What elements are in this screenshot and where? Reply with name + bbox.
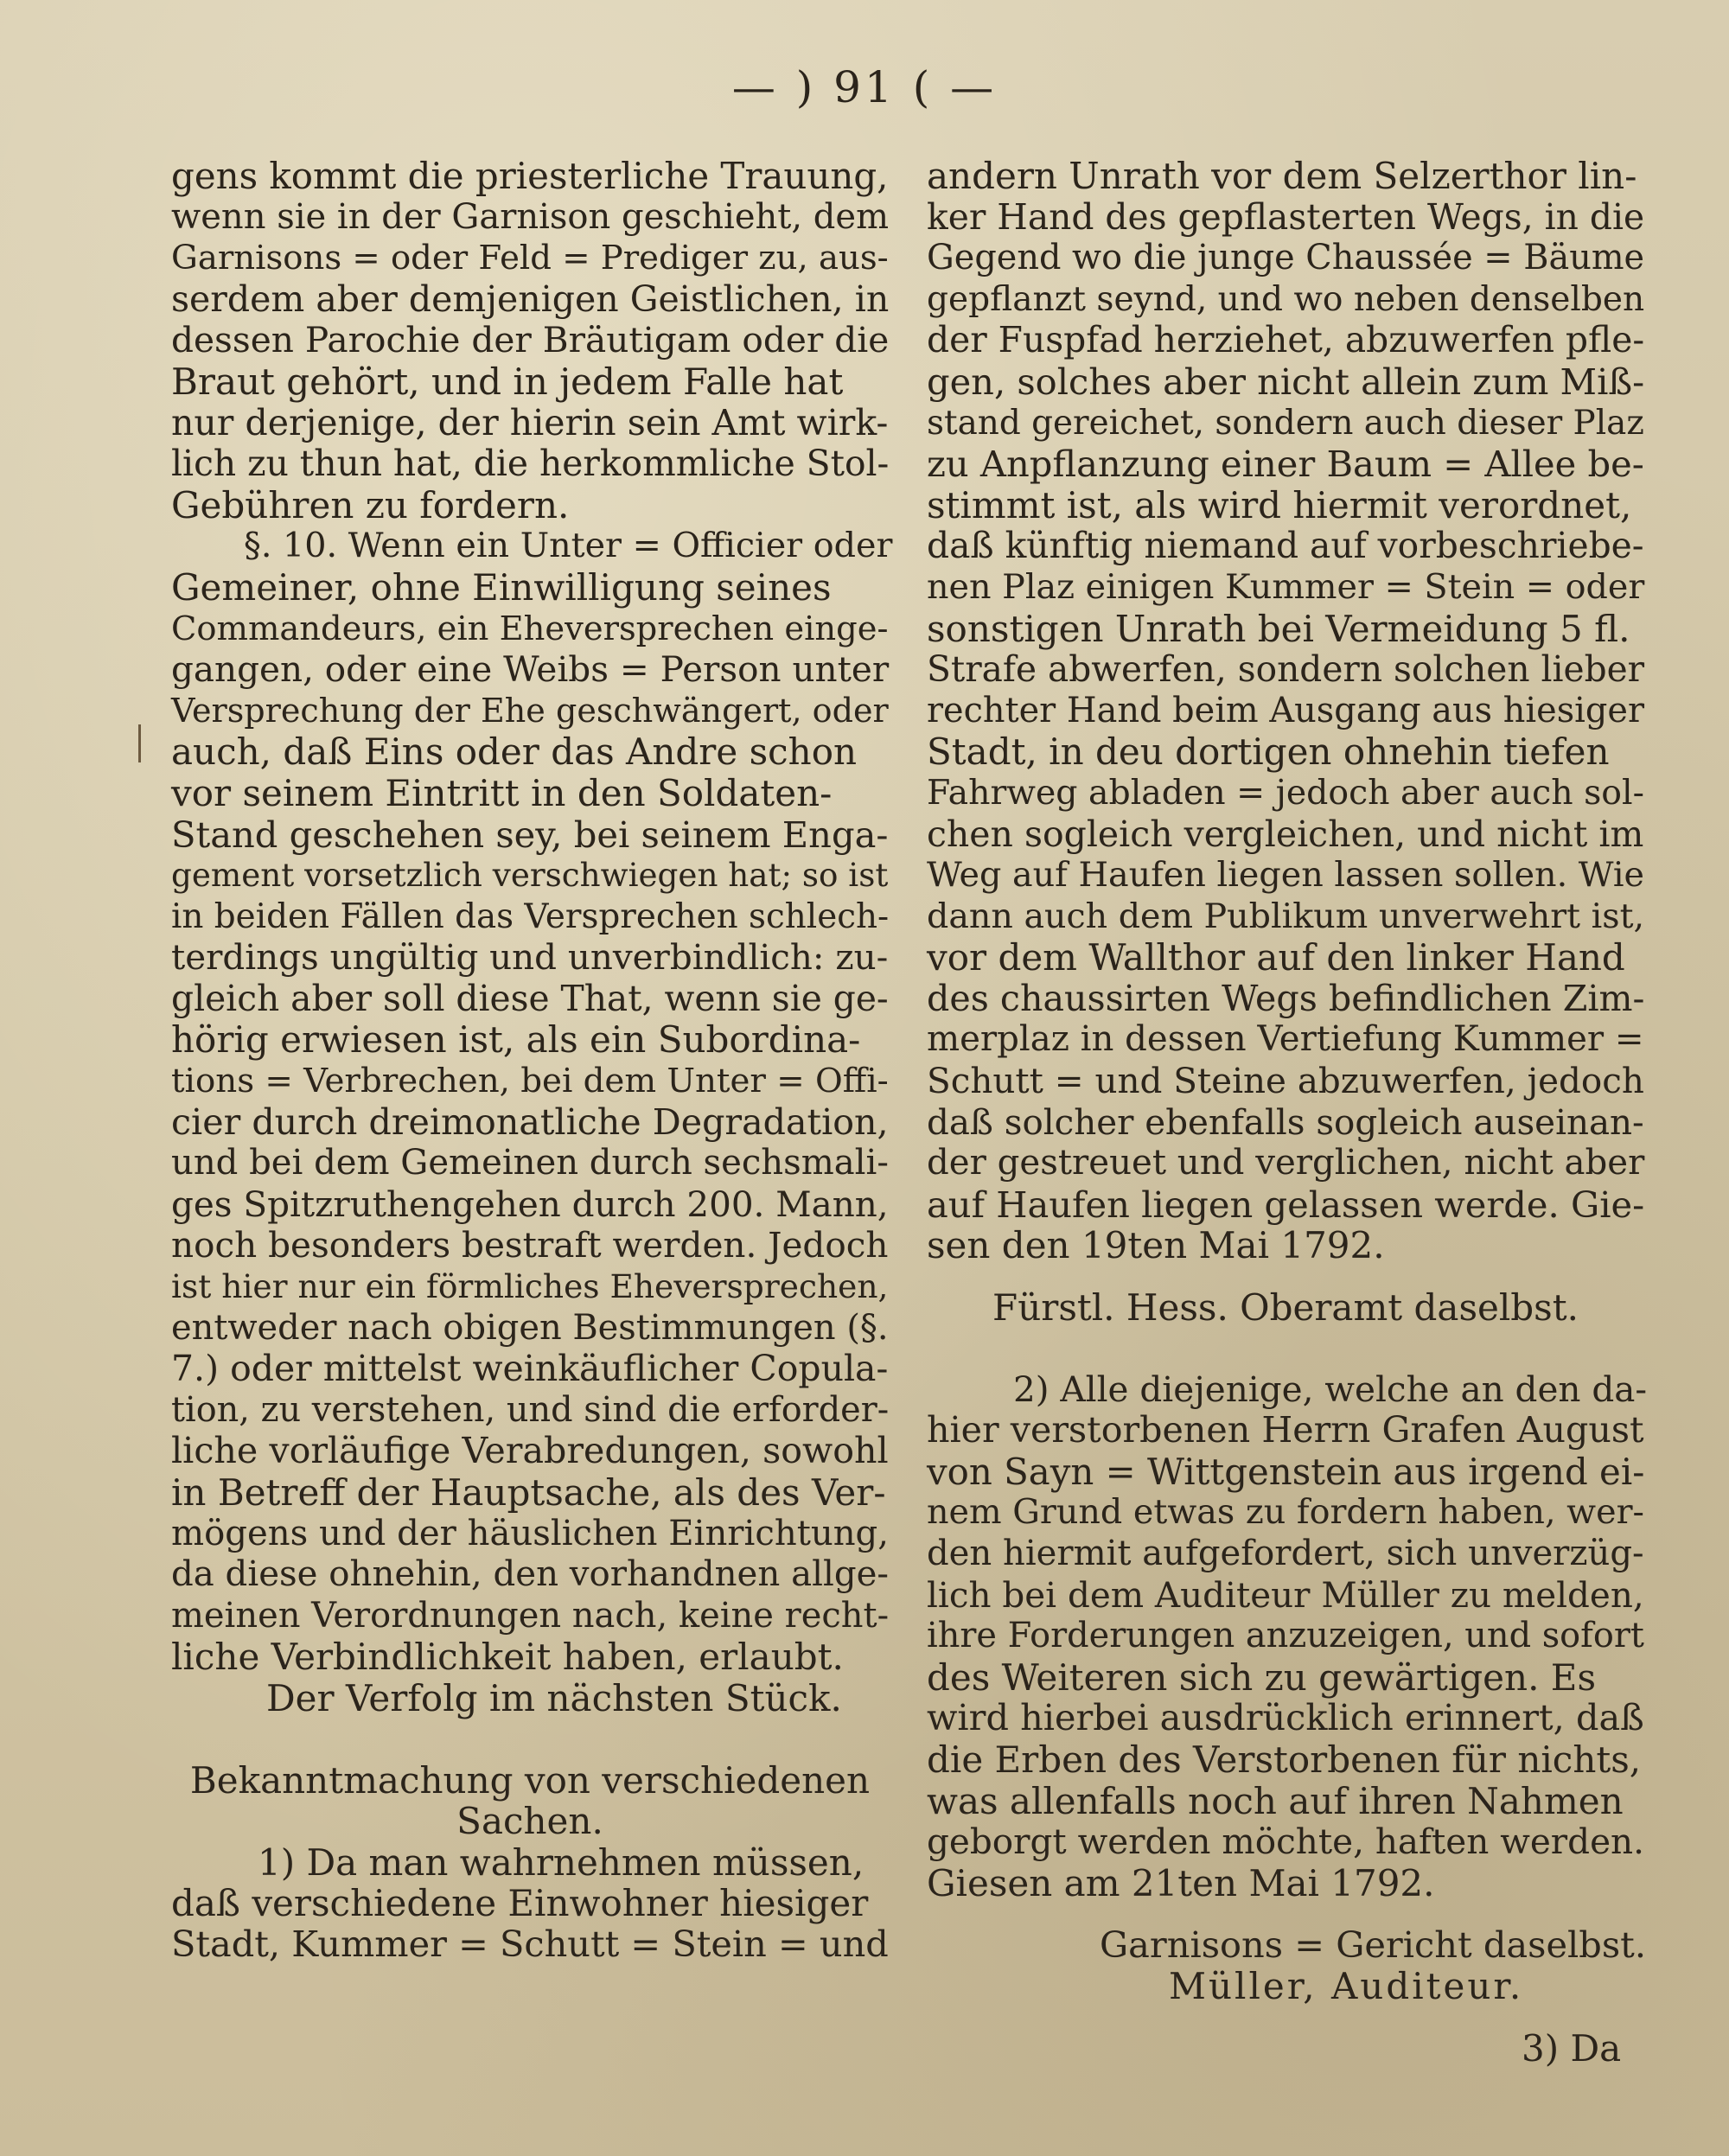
text-line: ker Hand des gepflasterten Wegs, in die [927,195,1645,238]
text-line: Schutt = und Steine abzuwerfen, jedoch [927,1060,1644,1102]
text-line: und bei dem Gemeinen durch sechsmali- [171,1143,889,1183]
text-line: zu Anpflanzung einer Baum = Allee be- [927,443,1644,486]
text-line: dessen Parochie der Bräutigam oder die [171,319,890,361]
text-line: nem Grund etwas zu fordern haben, wer- [927,1492,1644,1533]
signature-auditeur: Müller, Auditeur. [1169,1964,1524,2007]
text-line: lich bei dem Auditeur Müller zu melden, [927,1573,1644,1616]
text-line: meinen Verordnungen nach, keine recht- [171,1595,890,1636]
text-line: gement vorsetzlich verschwiegen hat; so ist [171,856,889,895]
text-line: was allenfalls noch auf ihren Nahmen [927,1779,1624,1822]
text-line: Garnisons = oder Feld = Prediger zu, aus- [171,239,889,278]
text-line: sen den 19ten Mai 1792. [927,1224,1385,1267]
text-line: Stadt, Kummer = Schutt = Stein = und [171,1923,889,1965]
text-line: rechter Hand beim Ausgang aus hiesiger [927,690,1644,730]
paragraph-start: §. 10. Wenn ein Unter = Officier oder [244,526,893,566]
text-line: da diese ohnehin, den vorhandnen allge- [171,1554,889,1595]
text-line: auf Haufen liegen gelassen werde. Gie- [927,1183,1645,1226]
right-column [927,155,1648,2007]
text-line: stand gereichet, sondern auch dieser Plaz [927,403,1644,443]
left-column [171,155,893,1966]
text-line: die Erben des Verstorbenen für nichts, [927,1738,1642,1781]
announcement-2-start: 2) Alle diejenige, welche an den da- [1013,1368,1648,1410]
text-line: Weg auf Haufen liegen lassen sollen. Wie [927,855,1645,896]
text-line: Giesen am 21ten Mai 1792. [927,1861,1435,1904]
text-line: wenn sie in der Garnison geschieht, dem [171,196,890,237]
text-line: Braut gehört, und in jedem Falle hat [171,360,844,403]
text-line: liche Verbindlichkeit haben, erlaubt. [171,1636,844,1679]
signature-garnisons-gericht: Garnisons = Gericht daselbst. [1100,1923,1647,1967]
text-line: tions = Verbrechen, bei dem Unter = Offi- [171,1062,889,1101]
text-line: daß künftig niemand auf vorbeschriebe- [927,525,1644,567]
text-line: nur derjenige, der hierin sein Amt wirk- [171,401,889,443]
text-line: daß verschiedene Einwohner hiesiger [171,1882,869,1925]
text-line: den hiermit aufgefordert, sich unverzüg- [927,1534,1644,1573]
continued-note: Der Verfolg im nächsten Stück. [266,1676,842,1719]
text-line: hörig erwiesen ist, als ein Subordina- [171,1018,861,1062]
text-line: geborgt werden möchte, haften werden. [927,1821,1644,1863]
text-line: dann auch dem Publikum unverwehrt ist, [927,896,1645,936]
text-line: gens kommt die priesterliche Trauung, [171,155,889,197]
text-line: tion, zu verstehen, und sind die erforder- [171,1389,890,1430]
text-line: wird hierbei ausdrücklich erinnert, daß [927,1697,1644,1739]
signature-oberamt: Fürstl. Hess. Oberamt daselbst. [992,1286,1579,1330]
text-line: auch, daß Eins oder das Andre schon [171,730,858,774]
text-line: Versprechung der Ehe geschwängert, oder [171,691,889,730]
text-line: mögens und der häuslichen Einrichtung, [171,1513,890,1553]
text-line: der gestreuet und verglichen, nicht aber [927,1143,1645,1183]
text-line: nen Plaz einigen Kummer = Stein = oder [927,566,1645,607]
text-line: Fahrweg abladen = jedoch aber auch sol- [927,772,1644,813]
text-line: Commandeurs, ein Eheversprechen einge- [171,609,889,648]
section-heading: Bekanntmachung von verschiedenen [189,1758,871,1802]
text-line: noch besonders bestraft werden. Jedoch [171,1224,889,1266]
margin-mark [138,724,141,762]
text-line: Strafe abwerfen, sondern solchen lieber [927,648,1645,691]
text-line: vor dem Wallthor auf den linker Hand [927,936,1625,979]
text-line: gepflanzt seynd, und wo neben denselben [927,279,1645,319]
text-line: in Betreff der Hauptsache, als des Ver- [171,1471,886,1514]
text-line: chen sogleich vergleichen, und nicht im [927,813,1644,855]
text-line: stimmt ist, als wird hiermit verordnet, [927,483,1632,526]
text-line: ist hier nur ein förmliches Eheversprechen, [171,1267,889,1306]
text-line: Gegend wo die junge Chaussée = Bäume [927,238,1645,278]
text-line: gleich aber soll diese That, wenn sie ge- [171,977,889,1019]
text-line: der Fuspfad herziehet, abzuwerfen pfle- [927,319,1645,361]
page-number-header: — ) 91 ( — [731,62,998,112]
text-line: gen, solches aber nicht allein zum Miß- [927,360,1645,403]
text-line: vor seinem Eintritt in den Soldaten- [171,771,833,814]
section-heading-cont: Sachen. [456,1800,603,1843]
text-line: terdings ungültig und unverbindlich: zu- [171,937,889,979]
text-line: entweder nach obigen Bestimmungen (§. [171,1307,889,1348]
text-line: 7.) oder mittelst weinkäuflicher Copula- [171,1348,889,1390]
text-line: daß solcher ebenfalls sogleich auseinan- [927,1101,1644,1143]
text-line: Stadt, in deu dortigen ohnehin tiefen [927,730,1610,774]
text-line: gangen, oder eine Weibs = Person unter [171,648,890,691]
text-line: cier durch dreimonatliche Degradation, [171,1100,889,1143]
text-line: des Weiteren sich zu gewärtigen. Es [927,1655,1597,1699]
text-line: lich zu thun hat, die herkommliche Stol- [171,443,890,485]
announcement-1-start: 1) Da man wahrnehmen müssen, [258,1840,864,1884]
text-line: liche vorläufige Verabredungen, sowohl [171,1430,889,1472]
text-line: andern Unrath vor dem Selzerthor lin- [927,155,1637,197]
text-line: serdem aber demjenigen Geistlichen, in [171,277,890,320]
text-line: merplaz in dessen Vertiefung Kummer = [927,1019,1644,1060]
text-line: Gemeiner, ohne Einwilligung seines [171,565,832,609]
catchword: 3) Da [1522,2027,1622,2070]
text-line: hier verstorbenen Herrn Grafen August [927,1409,1644,1451]
text-line: in beiden Fällen das Versprechen schlech- [171,896,890,936]
text-line: von Sayn = Wittgenstein aus irgend ei- [927,1450,1645,1493]
text-line: ihre Forderungen anzuzeigen, und sofort [927,1616,1644,1656]
text-line: sonstigen Unrath bei Vermeidung 5 fl. [927,607,1630,650]
text-line: Stand geschehen sey, bei seinem Enga- [171,813,889,856]
text-line: ges Spitzruthengehen durch 200. Mann, [171,1183,889,1225]
text-line: des chaussirten Wegs befindlichen Zim- [927,977,1645,1019]
text-line: Gebühren zu fordern. [171,483,570,526]
